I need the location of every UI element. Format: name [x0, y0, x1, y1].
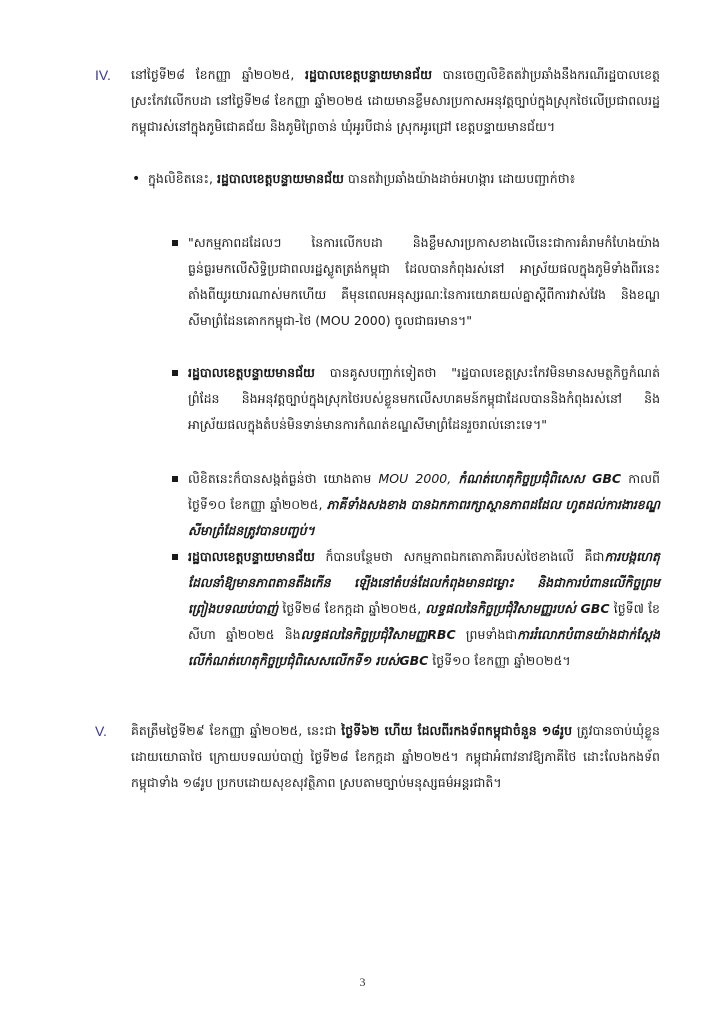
sub-bullet-1-text: "សកម្មភាពដដែលៗ នៃការលើកបដា និងខ្លឹមសារប្រកាសខាងលើនេះជាការគំរាមកំហែងយ៉ាង ធ្ងន់ធ្ងរមកលើសិទ្ធិប្រជាពលរដ្ឋស្លូតត្រង់កម្ពុជា ដែលបានកំពុងរស់នៅ អាស្រ័យផលក្នុងភូមិទាំងពីរនេះ តាំងពីយូរយារណាស់មកហើយ គឺមុនពេលអនុស្សរណៈនៃការយោគយល់គ្នាស្ដីពីការវាស់វែង និងខណ្ឌសីមាព្រំដែនគោកកម្ពុជា-ថៃ (MOU 2000) ចូលជាធរមាន។": [188, 235, 660, 328]
sub-bullet-4-part-e: ថ្ងៃទី១០ ខែកញ្ញា ឆ្នាំ២០២៥។: [428, 653, 571, 668]
sub-bullet-3-mou: MOU 2000,: [378, 471, 459, 486]
section-v-paragraph: [131, 718, 660, 796]
section-iv-paragraph: [131, 62, 660, 140]
sub-bullet-4-part-c: ថ្ងៃទី៧ ខែសីហា ឆ្នាំ២០២៥ និង: [188, 601, 660, 642]
bullet-1-part-a: ក្នុងលិខិតនេះ,: [148, 171, 217, 186]
sub-bullet-3-part-a: លិខិតនេះក៏បានសង្កត់ធ្ងន់ថា យោងតាម: [188, 471, 379, 486]
sub-bullet-4-text: [188, 544, 660, 674]
sub-bullet-4-rbc-result: លទ្ធផលនៃកិច្ចប្រជុំវិសាមញ្ញRBC: [300, 627, 456, 642]
section-iv-authority: រដ្ឋបាលខេត្តបន្ទាយមានជ័យ: [305, 67, 432, 82]
bullet-dot: •: [132, 171, 141, 187]
sub-bullet-4-authority: រដ្ឋបាលខេត្តបន្ទាយមានជ័យ: [188, 549, 315, 564]
sub-bullet-3: [172, 466, 660, 544]
sub-bullet-2-text: [188, 360, 660, 438]
section-iv-text-2: បានចេញលិខិតតវ៉ាប្រឆាំងនឹងករណីរដ្ឋបាលខេត្តស្រះកែវលើកបដា នៅថ្ងៃទី២៨ ខែកញ្ញា ឆ្នាំ២០២៥ ដោយមានខ្លឹមសារប្រកាសអនុវត្តច្បាប់ក្នុងស្រុកថៃលើប្រជាពលរដ្ឋកម្ពុជារស់នៅក្នុងភូមិជោគជ័យ និងភូមិព្រៃចាន់ ឃុំអូរបីជាន់ ស្រុកអូរជ្រៅ ខេត្តបន្ទាយមានជ័យ។: [131, 67, 660, 134]
section-iv-text-1: នៅថ្ងៃទី២៨ ខែកញ្ញា ឆ្នាំ២០២៥,: [131, 67, 306, 82]
sub-bullet-4-gbc-result: លទ្ធផលនៃកិច្ចប្រជុំវិសាមញ្ញរបស់ GBC: [425, 601, 610, 616]
page-number: 3: [359, 975, 366, 989]
sub-bullet-2: [172, 360, 660, 438]
bullet-1-part-b: បានតវ៉ាប្រឆាំងយ៉ាងដាច់អហង្ការ ដោយបញ្ជាក់ថា៖: [343, 171, 576, 186]
section-iv: [95, 62, 660, 140]
sub-bullet-2-body: បានគូសបញ្ជាក់ទៀតថា "រដ្ឋបាលខេត្តស្រះកែវមិនមានសមត្ថកិច្ចកំណត់ព្រំដែន និងអនុវត្តច្បាប់ក្នុងស្រុកថៃរបស់ខ្លួនមកលើសហគមន៍កម្ពុជាដែលបាននិងកំពុងរស់នៅ និងអាស្រ័យផលក្នុងតំបន់មិនទាន់មានការកំណត់ខណ្ឌសីមាព្រំដែនរួចរាល់នោះទេ។": [188, 365, 660, 432]
sub-bullet-4-violation: ការរំលោភបំពានយ៉ាងជាក់ស្ដែងលើកំណត់ហេតុកិច្ចប្រជុំពិសេសលើកទី១ របស់GBC: [188, 627, 660, 668]
square-bullet: [172, 370, 178, 376]
sub-bullet-4: [172, 544, 660, 674]
section-iv-number: IV.: [95, 67, 111, 83]
sub-bullet-2-authority: រដ្ឋបាលខេត្តបន្ទាយមានជ័យ: [188, 365, 315, 380]
sub-bullet-1: [172, 230, 660, 334]
sub-bullet-3-text: [188, 466, 660, 544]
section-v-soldiers: ថ្ងៃទី៦២ ហើយ ដែលពីរកងទ័ពកម្ពុជាចំនួន ១៨រូប: [341, 723, 573, 738]
sub-bullet-4-part-a: ក៏បានបន្ថែមថា សកម្មភាពឯកតោភាគីរបស់ថៃខាងលើ គឺជា: [314, 549, 605, 564]
bullet-1-authority: រដ្ឋបាលខេត្តបន្ទាយមានជ័យ: [216, 171, 344, 186]
sub-bullet-3-part-b: កាលពីថ្ងៃទី១០ ខែកញ្ញា ឆ្នាំ២០២៥,: [188, 471, 660, 512]
sub-bullet-4-part-d: ព្រមទាំងជា: [455, 627, 518, 642]
square-bullet: [172, 476, 178, 482]
section-v-number: V.: [95, 723, 107, 739]
section-v: [95, 718, 660, 796]
sub-bullet-3-agreement: ភាគីទាំងសងខាង បានឯកភាពរក្សាស្ថានភាពដដែល ហូតដល់ការងារខណ្ឌសីមាព្រំដែនត្រូវបានបញ្ចប់។: [188, 497, 661, 538]
section-v-part-a: គិតត្រឹមថ្ងៃទី២៩ ខែកញ្ញា ឆ្នាំ២០២៥, នេះជា: [131, 723, 342, 738]
section-v-part-b: ត្រូវបានចាប់ឃុំខ្លួនដោយយោធាថៃ ក្រោយបទឈប់បាញ់ ថ្ងៃទី២៨ ខែកក្កដា ឆ្នាំ២០២៥។ កម្ពុជាអំពាវនាវឱ្យភាគីថៃ ដោះលែងកងទ័ពកម្ពុជាទាំង ១៨រូប ប្រកបដោយសុខសុវត្ថិភាព ស្របតាមច្បាប់មនុស្សធម៌អន្តរជាតិ។: [131, 723, 660, 790]
sub-bullet-4-provocation: ការបង្កហេតុដែលនាំឱ្យមានភាពតានតឹងកើន ឡើងនៅតំបន់ដែលកំពុងមានជម្លោះ និងជាការបំពានលើកិច្ចព្រមព្រៀងបទឈប់បាញ់: [188, 549, 660, 616]
square-bullet: [172, 240, 178, 246]
sub-bullet-4-part-b: ថ្ងៃទី២៨ ខែកក្កដា ឆ្នាំ២០២៥,: [278, 601, 426, 616]
sub-bullet-3-gbc-minutes: កំណត់ហេតុកិច្ចប្រជុំពិសេស GBC: [458, 471, 622, 486]
bullet-1-text: [148, 166, 660, 192]
square-bullet: [172, 554, 178, 560]
bullet-item-1: [132, 166, 660, 192]
